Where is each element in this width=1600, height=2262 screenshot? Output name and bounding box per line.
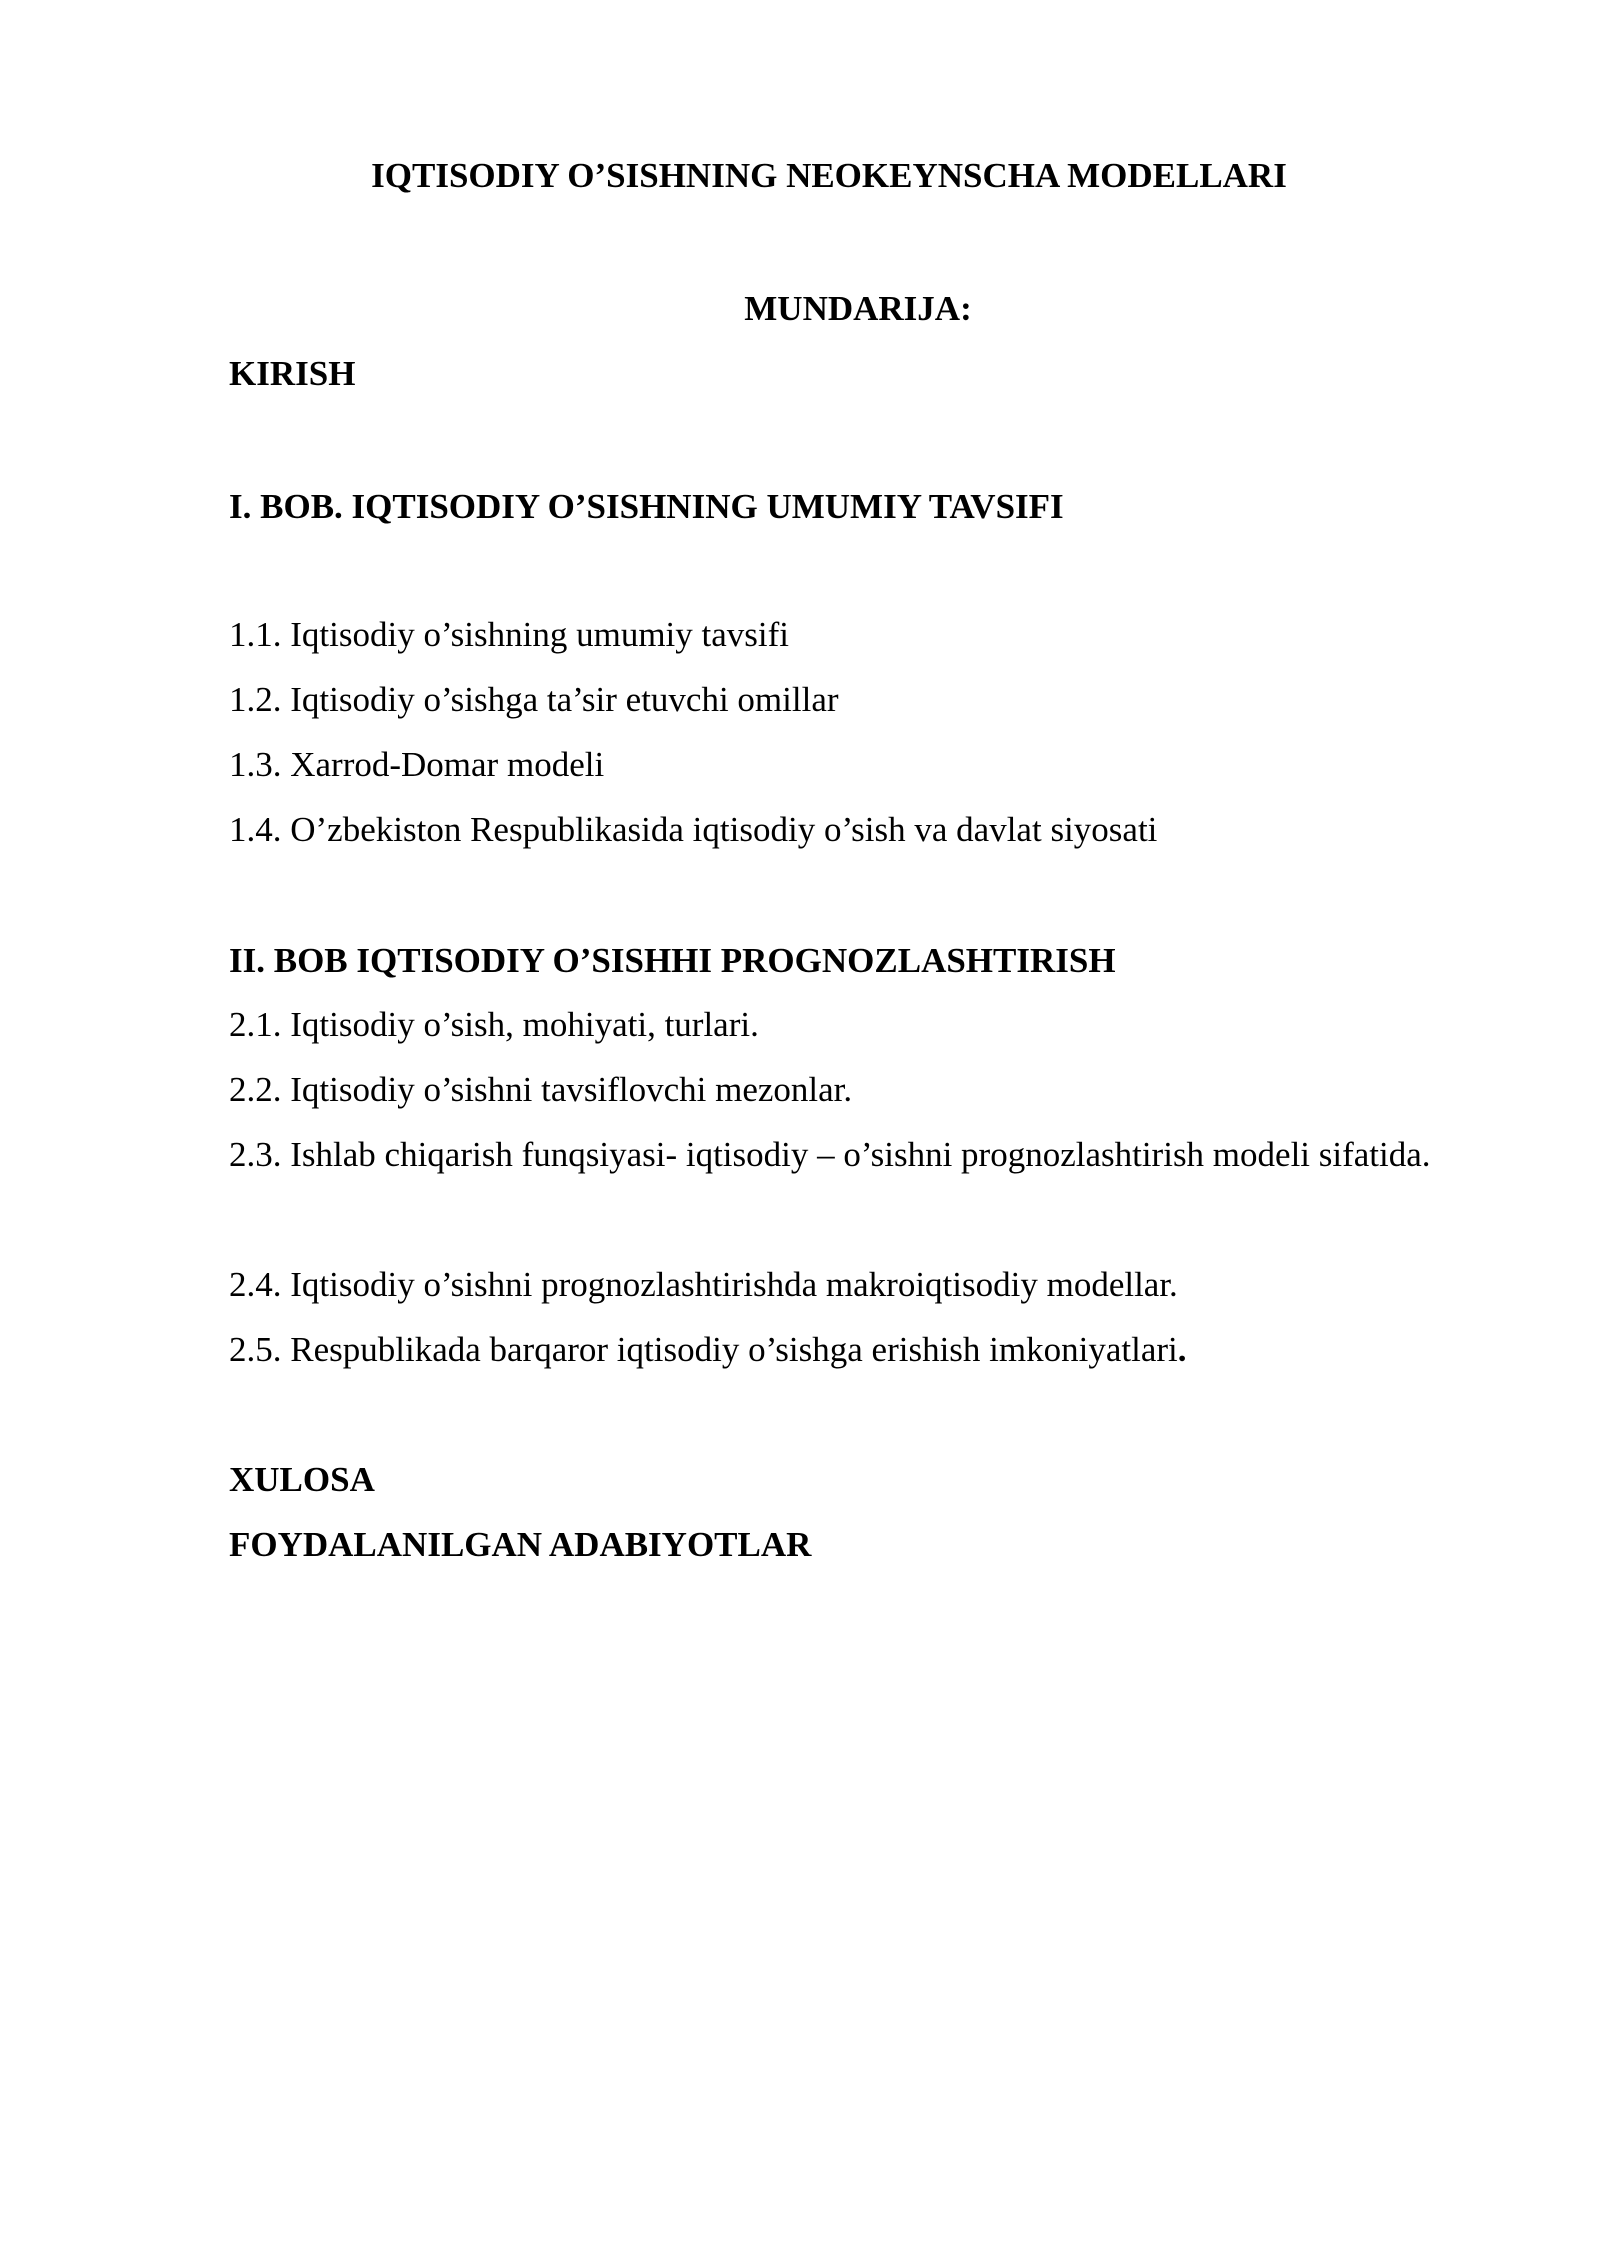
chapter1-heading: I. BOB. IQTISODIY O’SISHNING UMUMIY TAVSIFI: [229, 487, 1064, 526]
toc-item-2-1: 2.1. Iqtisodiy o’sish, mohiyati, turlari.: [229, 1005, 759, 1044]
toc-conclusion: XULOSA: [229, 1460, 375, 1499]
toc-references: FOYDALANILGAN ADABIYOTLAR: [229, 1525, 812, 1564]
toc-intro: KIRISH: [229, 354, 356, 393]
toc-heading: MUNDARIJA:: [744, 289, 972, 328]
toc-item-1-4: 1.4. O’zbekiston Respublikasida iqtisodiy o’sish va davlat siyosati: [229, 810, 1158, 849]
document-title: IQTISODIY O’SISHNING NEOKEYNSCHA MODELLARI: [371, 156, 1287, 195]
toc-item-2-3: 2.3. Ishlab chiqarish funqsiyasi- iqtisodiy – o’sishni prognozlashtirish modeli sifatida.: [229, 1135, 1431, 1174]
chapter2-heading: II. BOB IQTISODIY O’SISHHI PROGNOZLASHTIRISH: [229, 941, 1116, 980]
toc-item-2-5: [229, 1332, 1187, 1367]
toc-item-2-5-text: 2.5. Respublikada barqaror iqtisodiy o’sishga erishish imkoniyatlari: [229, 1330, 1178, 1369]
toc-item-1-2: 1.2. Iqtisodiy o’sishga ta’sir etuvchi omillar: [229, 680, 839, 719]
toc-item-2-4: 2.4. Iqtisodiy o’sishni prognozlashtirishda makroiqtisodiy modellar.: [229, 1265, 1178, 1304]
toc-item-2-5-period: .: [1177, 1330, 1187, 1369]
toc-item-1-1: 1.1. Iqtisodiy o’sishning umumiy tavsifi: [229, 615, 790, 654]
toc-item-2-2: 2.2. Iqtisodiy o’sishni tavsiflovchi mezonlar.: [229, 1070, 853, 1109]
toc-item-1-3: 1.3. Xarrod-Domar modeli: [229, 745, 605, 784]
